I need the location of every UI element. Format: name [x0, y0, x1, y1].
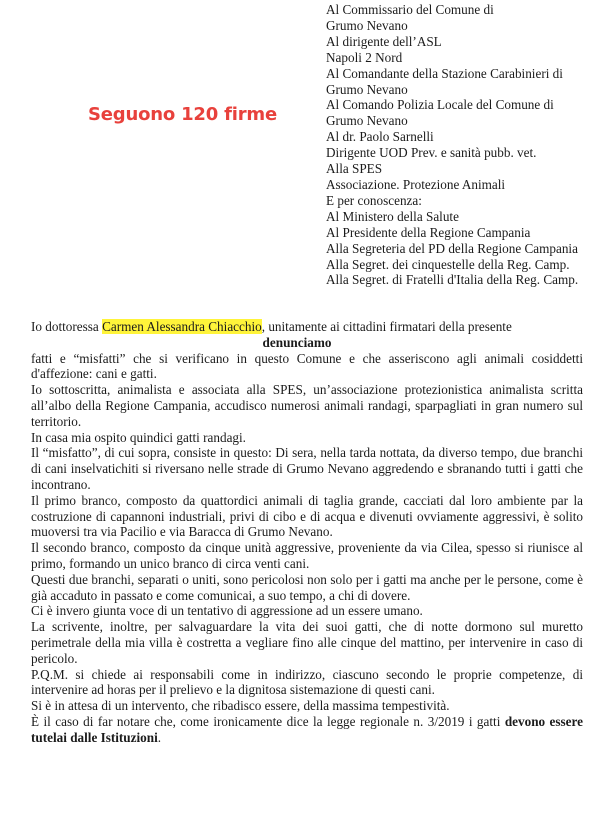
closing-text: È il caso di far notare che, come ironicamente dice la legge regionale n. 3/2019 i gatti [31, 713, 505, 729]
body-paragraph: Il secondo branco, composto da cinque unità aggressive, proveniente da via Cilea, spesso si riunisce al primo, formando un unico branco di circa venti cani. [31, 540, 583, 571]
intro-paragraph [31, 319, 583, 335]
recipient-line: Al Ministero della Salute [326, 208, 459, 224]
closing-emphasis: devono essere tutelai dalle Istituzioni [31, 713, 583, 745]
signatures-annotation: Seguono 120 firme [88, 104, 277, 125]
recipient-line: Grumo Nevano [326, 113, 408, 129]
recipient-line: Grumo Nevano [326, 81, 408, 97]
recipient-line: Alla Segreteria del PD della Regione Campania [326, 240, 578, 256]
body-paragraph: La scrivente, inoltre, per salvaguardare la vita dei suoi gatti, che di notte dormono sul muretto perimetrale della mia villa è costretta a vegliare fino alle cinque del mattino, per intervenire in caso di pericolo. [31, 619, 583, 666]
intro-text-end: , unitamente ai cittadini firmatari della presente [261, 319, 512, 334]
letter-body [31, 319, 583, 746]
recipient-line: Alla Segret. dei cinquestelle della Reg. Camp. [326, 256, 570, 272]
body-paragraph: P.Q.M. si chiede ai responsabili come in indirizzo, ciascuno secondo le proprie competenze, di intervenire ad horas per il prelievo e la dignitosa sistemazione di questi cani. [31, 666, 583, 698]
recipient-line: Napoli 2 Nord [326, 49, 403, 65]
heading-denunciamo: denunciamo [262, 334, 332, 350]
recipient-line: Alla SPES [326, 161, 383, 177]
recipient-line: Alla Segret. di Fratelli d'Italia della Reg. Camp. [326, 272, 579, 288]
recipient-line: Al Commissario del Comune di [326, 2, 494, 17]
closing-paragraph [31, 714, 583, 746]
body-paragraph: Si è in attesa di un intervento, che ribadisco essere, della massima tempestività. [31, 698, 450, 714]
body-paragraph: fatti e “misfatti” che si verificano in questo Comune e che asseriscono agli animali cosiddetti d'affezione: cani e gatti. [31, 350, 583, 382]
highlighted-name: Carmen Alessandra Chiacchio [102, 319, 262, 334]
closing-period: . [157, 729, 162, 745]
recipient-line: Al Comando Polizia Locale del Comune di [326, 97, 554, 113]
recipient-line: Al dirigente dell’ASL [326, 33, 442, 49]
body-paragraph: Ci è invero giunta voce di un tentativo di aggressione ad un essere umano. [31, 603, 423, 619]
body-paragraph: In casa mia ospito quindici gatti randagi. [31, 429, 246, 445]
recipient-line: Al Comandante della Stazione Carabinieri di [326, 65, 563, 81]
body-paragraph: Il “misfatto”, di cui sopra, consiste in questo: Di sera, nella tarda nottata, da diverso tempo, due branchi di cani inselvatichiti si riversano nelle strade di Grumo Nevano aggredendo e sbranando tutti i gatti che incontrano. [31, 445, 583, 492]
recipient-line: Grumo Nevano [326, 17, 408, 33]
recipient-line: E per conoscenza: [326, 192, 422, 208]
recipient-line: Dirigente UOD Prev. e sanità pubb. vet. [326, 145, 537, 161]
recipient-line: Al dr. Paolo Sarnelli [326, 129, 434, 145]
body-paragraph: Questi due branchi, separati o uniti, sono pericolosi non solo per i gatti ma anche per le persone, come è già accaduto in passato e come comunicai, a suo tempo, a chi di dovere. [31, 571, 583, 603]
intro-text: Io dottoressa [31, 319, 103, 334]
recipient-line: Al Presidente della Regione Campania [326, 224, 531, 240]
recipients-block [326, 2, 596, 288]
recipient-line: Associazione. Protezione Animali [326, 176, 506, 192]
body-paragraph: Io sottoscritta, animalista e associata alla SPES, un’associazione protezionistica animalista scritta all’albo della Regione Campania, accudisco numerosi animali randagi, sparpagliati in gran numero sul territorio. [31, 382, 583, 429]
body-paragraph: Il primo branco, composto da quattordici animali di taglia grande, cacciati dal loro ambiente par la costruzione di capannoni industriali, privi di cibo e di acqua e divenuti ovviamente aggressivi, è solito muoversi tra via Pacilio e via Baracca di Grumo Nevano. [31, 492, 583, 540]
